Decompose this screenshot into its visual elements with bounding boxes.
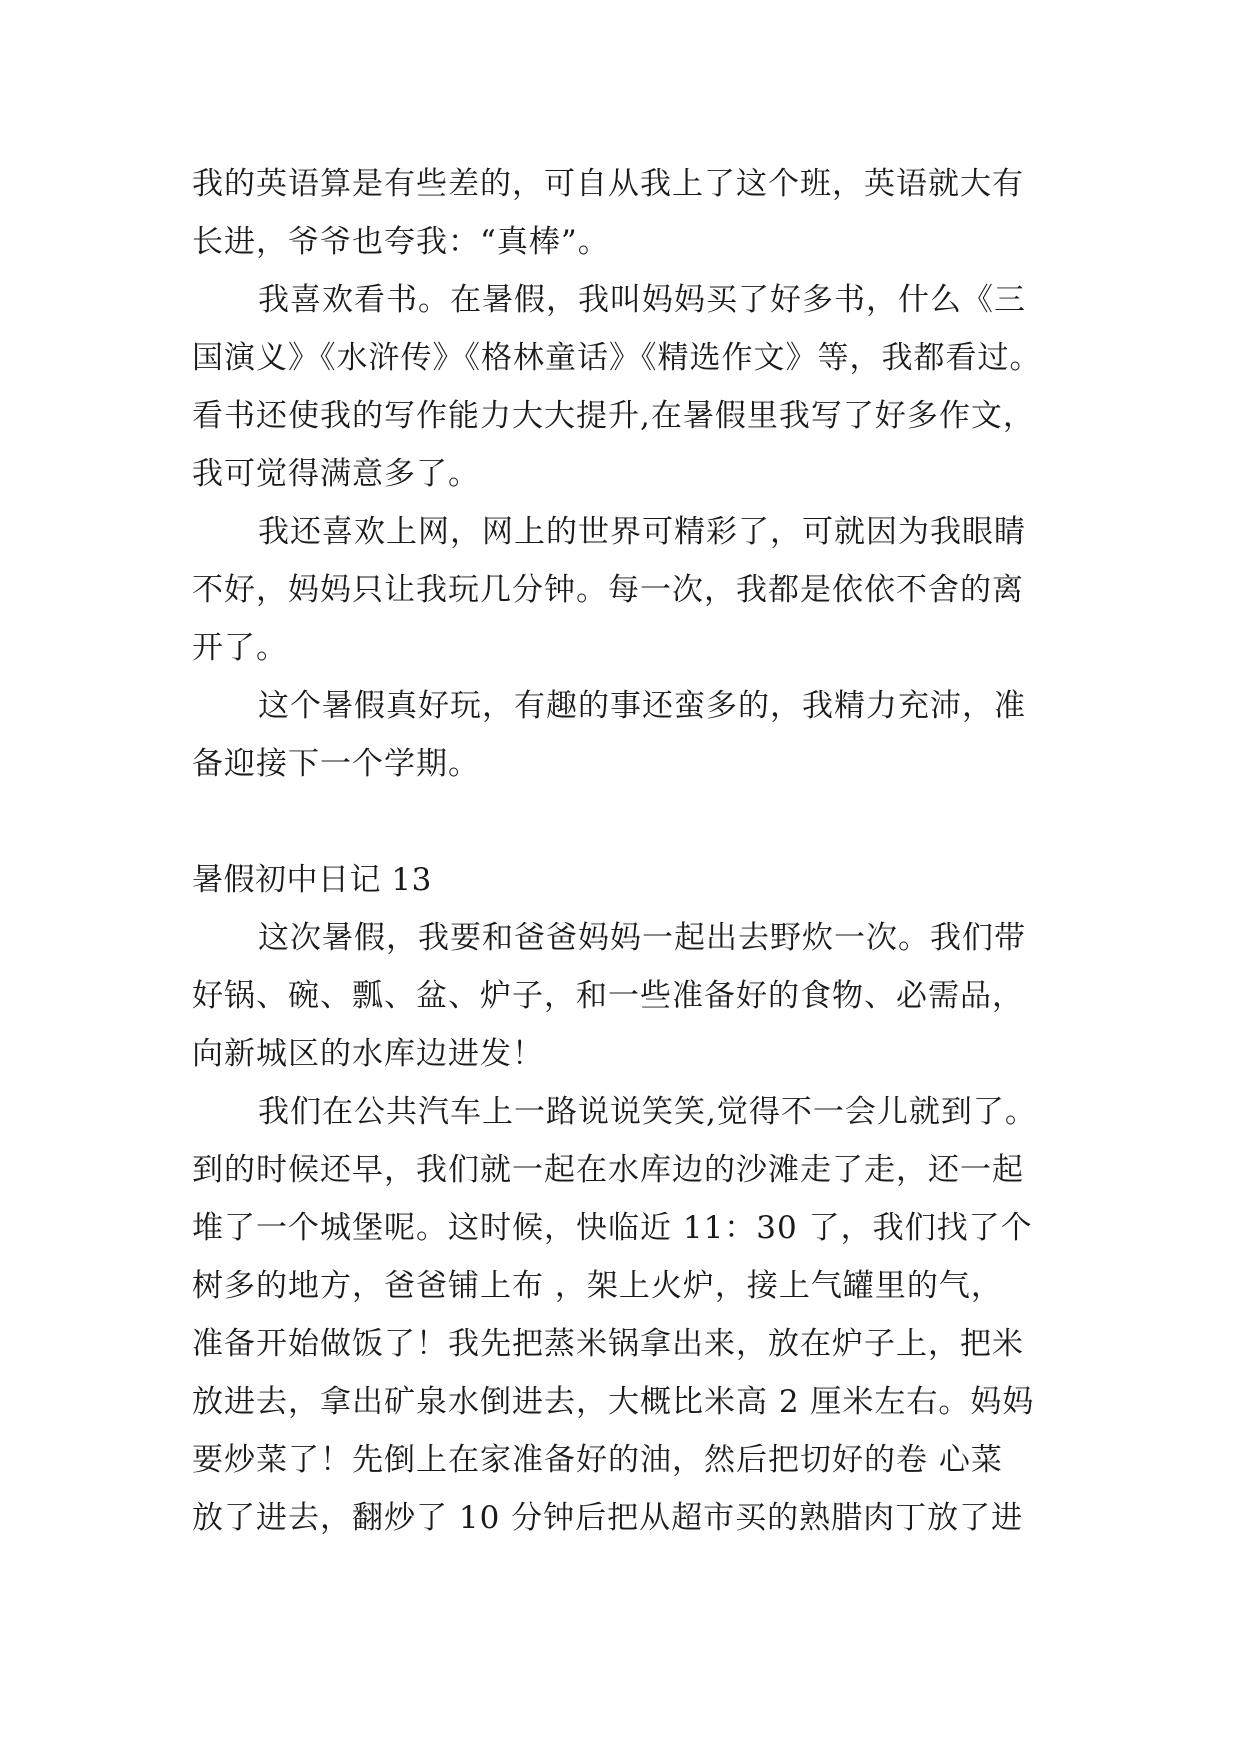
paragraph-line: 堆了一个城堡呢。这时候，快临近 11：30 了，我们找了个 [192, 1210, 1033, 1246]
paragraph-line: 准备开始做饭了！我先把蒸米锅拿出来，放在炉子上，把米 [192, 1326, 1024, 1362]
paragraph-line: 我的英语算是有些差的，可自从我上了这个班，英语就大有 [192, 166, 1024, 202]
paragraph-line: 要炒菜了！先倒上在家准备好的油，然后把切好的卷 心菜 [192, 1442, 1003, 1478]
paragraph-line: 这次暑假，我要和爸爸妈妈一起出去野炊一次。我们带 [258, 920, 1026, 956]
paragraph-line: 好锅、碗、瓢、盆、炉子，和一些准备好的食物、必需品， [192, 978, 1024, 1014]
section-heading: 暑假初中日记 13 [192, 862, 432, 898]
paragraph-line: 放进去，拿出矿泉水倒进去，大概比米高 2 厘米左右。妈妈 [192, 1384, 1035, 1420]
paragraph-line: 我可觉得满意多了。 [192, 456, 480, 492]
paragraph-line: 备迎接下一个学期。 [192, 746, 480, 782]
paragraph-line: 国演义》《水浒传》《格林童话》《精选作文》等，我都看过。 [192, 340, 1042, 376]
paragraph-line: 我喜欢看书。在暑假，我叫妈妈买了好多书，什么《三 [258, 282, 1026, 318]
paragraph-line: 这个暑假真好玩，有趣的事还蛮多的，我精力充沛，准 [258, 688, 1026, 724]
paragraph-line: 长进，爷爷也夸我：“真棒”。 [192, 224, 610, 260]
paragraph-line: 树多的地方，爸爸铺上布 ，架上火炉，接上气罐里的气， [192, 1268, 1003, 1304]
paragraph-line: 放了进去，翻炒了 10 分钟后把从超市买的熟腊肉丁放了进 [192, 1500, 1024, 1536]
paragraph-line: 开了。 [192, 630, 288, 666]
paragraph-line: 我们在公共汽车上一路说说笑笑,觉得不一会儿就到了。 [258, 1094, 1037, 1130]
paragraph-line: 看书还使我的写作能力大大提升,在暑假里我写了好多作文， [192, 398, 1035, 434]
paragraph-line: 我还喜欢上网，网上的世界可精彩了，可就因为我眼睛 [258, 514, 1026, 550]
paragraph-line: 向新城区的水库边进发！ [192, 1036, 544, 1072]
paragraph-line: 到的时候还早，我们就一起在水库边的沙滩走了走，还一起 [192, 1152, 1024, 1188]
paragraph-line: 不好，妈妈只让我玩几分钟。每一次，我都是依依不舍的离 [192, 572, 1024, 608]
